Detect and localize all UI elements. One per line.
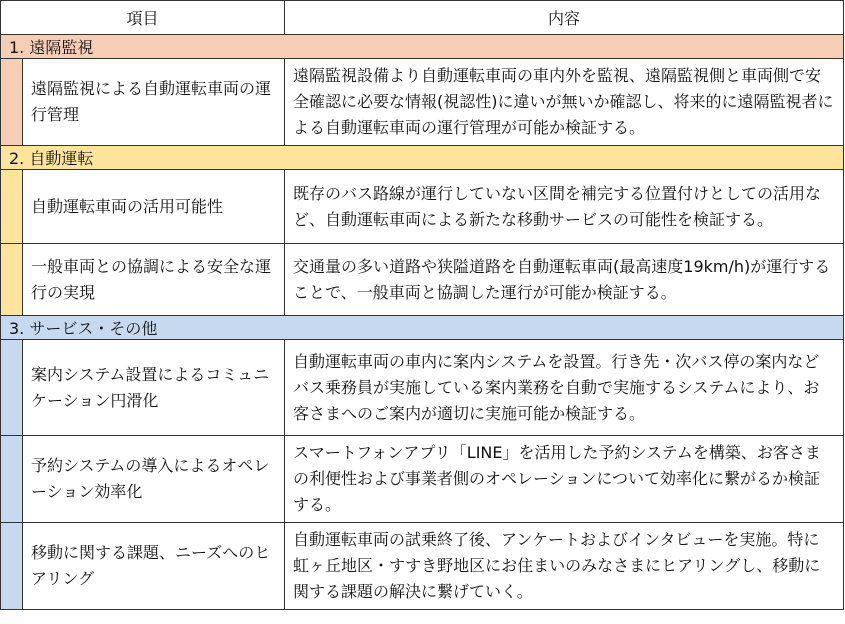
table-row <box>1 523 844 610</box>
section-header-autonomous-driving <box>1 146 844 170</box>
item-cell: 移動に関する課題、ニーズへのヒアリング <box>23 523 285 610</box>
table-row <box>1 436 844 523</box>
content-cell: 交通量の多い道路や狭隘道路を自動運転車両(最高速度19km/h)が運行することで、一般車両と協調した運行が可能か検証する。 <box>285 244 844 316</box>
section-header-services-other <box>1 316 844 340</box>
section-title: 1. 遠隔監視 <box>1 35 844 59</box>
table-row <box>1 340 844 436</box>
item-cell: 遠隔監視による自動運転車両の運行管理 <box>23 59 285 146</box>
table-row <box>1 170 844 244</box>
item-cell: 一般車両との協調による安全な運行の実現 <box>23 244 285 316</box>
section-title: 3. サービス・その他 <box>1 316 844 340</box>
table-row <box>1 244 844 316</box>
section-title: 2. 自動運転 <box>1 146 844 170</box>
section-strip <box>1 436 23 523</box>
section-strip <box>1 340 23 436</box>
section-strip <box>1 244 23 316</box>
table-row <box>1 59 844 146</box>
item-cell: 案内システム設置によるコミュニケーション円滑化 <box>23 340 285 436</box>
section-strip <box>1 523 23 610</box>
content-cell: 自動運転車両の試乗終了後、アンケートおよびインタビューを実施。特に虹ヶ丘地区・すすき野地区にお住まいのみなさまにヒアリングし、移動に関する課題の解決に繋げていく。 <box>285 523 844 610</box>
item-cell: 自動運転車両の活用可能性 <box>23 170 285 244</box>
content-cell: 自動運転車両の車内に案内システムを設置。行き先・次バス停の案内などバス乗務員が実施している案内業務を自動で実施するシステムにより、お客さまへのご案内が適切に実施可能か検証する。 <box>285 340 844 436</box>
section-header-remote-monitoring <box>1 35 844 59</box>
section-strip <box>1 170 23 244</box>
content-cell: 遠隔監視設備より自動運転車両の車内外を監視、遠隔監視側と車両側で安全確認に必要な情報(視認性)に違いが無いか確認し、将来的に遠隔監視者による自動運転車両の運行管理が可能か検証する。 <box>285 59 844 146</box>
header-content: 内容 <box>285 1 844 35</box>
header-row <box>1 1 844 35</box>
section-strip <box>1 59 23 146</box>
item-cell: 予約システムの導入によるオペレーション効率化 <box>23 436 285 523</box>
content-cell: 既存のバス路線が運行していない区間を補完する位置付けとしての活用など、自動運転車両による新たな移動サービスの可能性を検証する。 <box>285 170 844 244</box>
header-item: 項目 <box>1 1 285 35</box>
content-cell: スマートフォンアプリ「LINE」を活用した予約システムを構築、お客さまの利便性および事業者側のオペレーションについて効率化に繋がるか検証する。 <box>285 436 844 523</box>
